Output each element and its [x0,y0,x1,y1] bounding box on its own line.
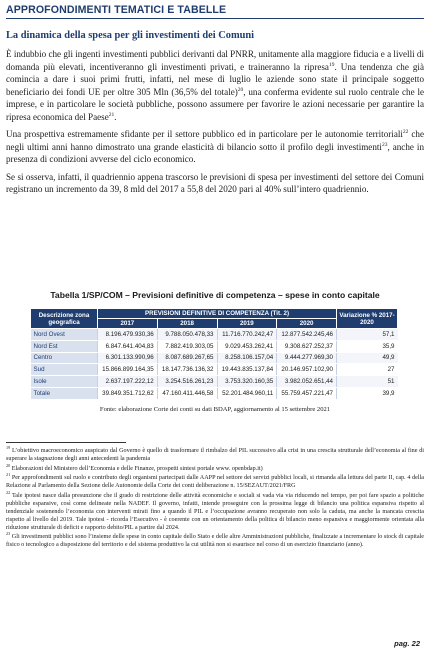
footnote-number: 22 [6,489,11,495]
p1-text-a: È indubbio che gli ingenti investimenti pubblici derivanti dal PNRR, unitamente alla maggiore fiducia e a livelli di domanda più elevati, incentiveranno gli investimenti privati, e traineranno la ripresa [6,49,424,72]
table-row [31,364,398,376]
running-header: APPROFONDIMENTI TEMATICI E TABELLE [6,4,227,16]
table-title: Tabella 1/SP/COM – Previsioni definitive di competenza – spese in conto capitale [50,290,380,300]
footnote-text: Per approfondimenti sul ruolo e contributo degli organismi partecipati dalle AAPP nel settore dei servizi pubblici locali, si rimanda alla lettura del parte II, cap. 4 della Relazione al Parlamento della Sezione delle Autonomie della Corte dei conti deliberazione n. 15/SEZAUT/2021/FRG [6,475,424,489]
table-row [31,340,398,352]
table-row [31,376,398,388]
zone-cell: Totale [31,387,98,399]
forecast-table [30,308,398,400]
paragraph-1 [6,48,424,123]
col-header-year: 2019 [217,319,277,329]
p2-text-c: , anche in presenza di condizioni avverse del ciclo economico. [6,141,424,165]
variation-cell: 51 [337,376,398,388]
col-header-year: 2018 [157,319,217,329]
footnote-text: Gli investimenti pubblici sono l’insieme delle spese in conto capitale dello Stato e delle altre Amministrazioni pubbliche, finalizzate a incrementare lo stock di capitale fisico o tecnologico a disposizione del territorio e del sistema produttivo la cui utilità non si esaurisce nel corso di un esercizio finanziario (anno). [6,534,424,548]
value-cell: 18.147.736.136,32 [157,364,217,376]
footnote-item [6,444,424,463]
col-header-zone: Descrizione zona geografica [31,309,98,329]
value-cell: 11.716.770.242,47 [217,329,277,341]
zone-cell: Isole [31,376,98,388]
value-cell: 8.196.479.930,36 [98,329,158,341]
footnote-text: L’obiettivo macroeconomico auspicato dal Governo è quello di trasformare il rimbalzo del PIL successivo alla crisi in una crescita strutturale dell’economia al fine di superare la stagnazione degli anni antecedenti la pandemia [6,448,424,462]
table-row [31,329,398,341]
footnote-number: 23 [6,530,11,536]
variation-cell: 27 [337,364,398,376]
col-header-year: 2017 [98,319,158,329]
table-row-total [31,387,398,399]
footnote-rule [6,442,126,443]
paragraph-2 [6,128,424,166]
footnote-ref-22[interactable]: 22 [402,129,409,136]
value-cell: 3.254.516.261,23 [157,376,217,388]
value-cell: 8.258.106.157,04 [217,352,277,364]
zone-cell: Nord Est [31,340,98,352]
col-header-variation: Variazione % 2017-2020 [337,309,398,329]
p1-text-d: . [114,111,117,122]
value-cell: 47.160.411.446,58 [157,387,217,399]
p1-text-b: . Una tendenza che già comincia a dare i suoi primi frutti, infatti, nel mese di luglio le aziende sono state il principale soggetto beneficiario dei fondi UE per oltre 305 Mln (36,5% del totale) [6,61,424,97]
value-cell: 52.201.484.960,11 [217,387,277,399]
value-cell: 12.877.542.245,46 [277,329,337,341]
value-cell: 19.443.835.137,84 [217,364,277,376]
footnotes [6,444,424,551]
value-cell: 2.637.197.222,12 [98,376,158,388]
value-cell: 6.847.641.404,83 [98,340,158,352]
value-cell: 6.301.133.990,96 [98,352,158,364]
page-number: pag. 22 [394,639,420,648]
footnote-item [6,471,424,490]
footnote-item [6,489,424,532]
body-text [6,48,424,201]
value-cell: 55.759.457.221,47 [277,387,337,399]
variation-cell: 57,1 [337,329,398,341]
variation-cell: 39,9 [337,387,398,399]
p1-text-c: , una conferma evidente sul ruolo centrale che le imprese, e in particolare le società pubbliche, possono assumere per favorire le azioni necessarie per garantire la ripresa economica del Paese [6,86,425,122]
value-cell: 39.849.351.712,62 [98,387,158,399]
section-title: La dinamica della spesa per gli investimenti dei Comuni [6,30,255,41]
value-cell: 20.146.957.102,90 [277,364,337,376]
value-cell: 7.882.419.303,05 [157,340,217,352]
variation-cell: 49,9 [337,352,398,364]
footnote-item [6,530,424,549]
value-cell: 8.087.689.267,65 [157,352,217,364]
table-row [31,352,398,364]
col-header-year: 2020 [277,319,337,329]
value-cell: 9.788.050.478,33 [157,329,217,341]
value-cell: 9.308.627.252,37 [277,340,337,352]
footnote-ref-20[interactable]: 20 [237,86,244,93]
footnote-number: 21 [6,471,11,477]
footnote-number: 19 [6,444,11,450]
col-header-group: PREVISIONI DEFINITIVE DI COMPETENZA (Tit. 2) [98,309,337,319]
value-cell: 15.866.899.164,35 [98,364,158,376]
footnote-text: Elaborazioni del Ministero dell’Economia e delle Finanze, prospetti sintesi portale www. openbdap.it) [10,465,263,472]
p2-text-a: Una prospettiva estremamente sfidante per il settore pubblico ed in particolare per le autonomie territoriali [6,129,403,140]
footnote-item [6,462,424,473]
p2-text-b: che negli ultimi anni hanno dimostrato una grande elasticità di bilancio sotto il profilo degli investimenti [6,129,424,152]
footnote-ref-19[interactable]: 19 [328,61,335,68]
value-cell: 9.029.453.262,41 [217,340,277,352]
header-rule [6,18,424,19]
zone-cell: Centro [31,352,98,364]
variation-cell: 35,9 [337,340,398,352]
value-cell: 9.444.277.969,30 [277,352,337,364]
paragraph-3: Se si osserva, infatti, il quadriennio appena trascorso le previsioni di spesa per investimenti del settore dei Comuni registrano un incremento da 39, 8 mld del 2017 a 55,8 del 2020 pari al 40% sull’intero quadriennio. [6,171,424,195]
footnote-text: Tale ipotesi nasce dalla presunzione che il grado di restrizione delle attività economiche e sociali si vada via via riducendo nel tempo, per poi fare spazio a politiche pubbliche espansive, così come delineate nella NADEF. Il governo, infatti, intende proseguire con la prossima legge di bilancio una politica espansiva rispetto al tendenziale sostenendo l’economia con interventi mirati fino a quando il PIL e l’occupazione avranno recuperato non solo la caduta, ma anche la mancata crescita rispetto al livello del 2019. Tale ipotesi - ricorda l’Esecutivo - è coerente con un orientamento della politica di bilancio meno espansiva e maggiormente orientata alla riduzione strutturale di deficit e rapporto debito/PIL a partire dal 2024. [6,492,424,531]
value-cell: 3.753.320.160,35 [217,376,277,388]
value-cell: 3.982.052.651,44 [277,376,337,388]
zone-cell: Sud [31,364,98,376]
footnote-number: 20 [6,462,11,468]
footnote-ref-21[interactable]: 21 [108,111,115,118]
zone-cell: Nord Ovest [31,329,98,341]
footnote-ref-23[interactable]: 23 [381,141,388,148]
table-source: Fonte: elaborazione Corte dei conti su dati BDAP, aggiornamento al 15 settembre 2021 [99,406,331,413]
